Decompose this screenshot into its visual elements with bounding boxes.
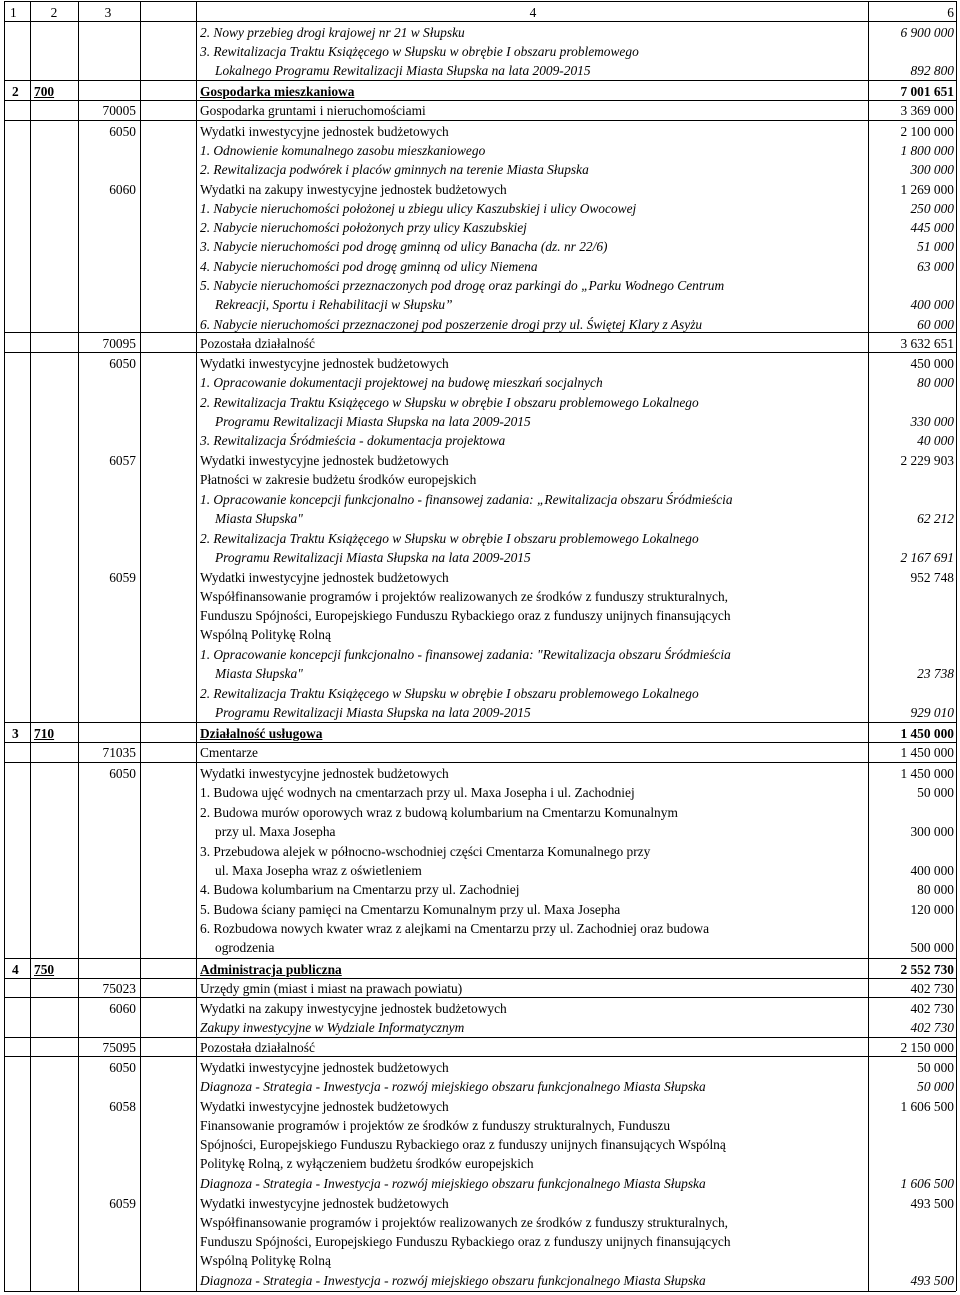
cell-rozdzial-paragraf: 6050 — [109, 124, 136, 139]
cell-description: Funduszu Spójności, Europejskiego Funduszu Rybackiego oraz z funduszy unijnych finansujących — [200, 608, 731, 623]
cell-description: Lokalnego Programu Rewitalizacji Miasta Słupska na lata 2009-2015 — [215, 63, 591, 78]
cell-amount: 1 269 000 — [900, 182, 954, 197]
col-border-left — [4, 1, 5, 1291]
cell-description: Finansowanie programów i projektów ze środków z funduszy strukturalnych, Funduszu — [200, 1118, 671, 1133]
cell-description: Gospodarka gruntami i nieruchomościami — [200, 103, 426, 118]
cell-amount: 2 100 000 — [900, 124, 954, 139]
cell-description: 2. Nowy przebieg drogi krajowej nr 21 w Słupsku — [200, 25, 465, 40]
cell-description: ogrodzenia — [215, 940, 275, 955]
cell-description: 4. Budowa kolumbarium na Cmentarzu przy ul. Zachodniej — [200, 882, 520, 897]
cell-description: Wydatki inwestycyjne jednostek budżetowych — [200, 1196, 449, 1211]
cell-amount: 60 000 — [917, 317, 954, 332]
rule-75023-6060 — [4, 997, 956, 998]
cell-rozdzial-paragraf: 6057 — [109, 453, 136, 468]
cell-description: Rekreacji, Sportu i Rehabilitacji w Słupsku” — [215, 297, 453, 312]
cell-section-number: 4 — [12, 962, 19, 977]
cell-amount: 402 730 — [910, 1001, 954, 1016]
col-border-5 — [196, 1, 197, 1291]
cell-description: 2. Rewitalizacja Traktu Książęcego w Słupsku w obrębie I obszaru problemowego Lokalnego — [200, 686, 699, 701]
cell-description: Programu Rewitalizacji Miasta Słupska na lata 2009-2015 — [215, 705, 531, 720]
cell-amount: 63 000 — [917, 259, 954, 274]
cell-rozdzial-paragraf: 70005 — [102, 103, 136, 118]
cell-description: 4. Nabycie nieruchomości pod drogę gminną od ulicy Niemena — [200, 259, 538, 274]
cell-amount: 1 450 000 — [900, 726, 954, 741]
cell-description: przy ul. Maxa Josepha — [215, 824, 336, 839]
cell-amount: 1 606 500 — [900, 1176, 954, 1191]
cell-amount: 2 229 903 — [900, 453, 954, 468]
col-border-3 — [78, 1, 79, 1291]
cell-amount: 50 000 — [917, 1060, 954, 1075]
cell-description: Urzędy gmin (miast i miast na prawach powiatu) — [200, 981, 463, 996]
cell-amount: 6 900 000 — [900, 25, 954, 40]
cell-amount: 402 730 — [910, 981, 954, 996]
cell-description: Wydatki inwestycyjne jednostek budżetowych — [200, 453, 449, 468]
cell-rozdzial-paragraf: 6050 — [109, 766, 136, 781]
cell-description: 1. Opracowanie koncepcji funkcjonalno - finansowej zadania: "Rewitalizacja obszaru Śródmieścia — [200, 647, 731, 662]
cell-amount: 7 001 651 — [900, 84, 954, 99]
cell-dzial: 2 — [50, 5, 58, 20]
cell-amount: 445 000 — [910, 220, 954, 235]
rule-70005 — [4, 100, 956, 101]
cell-description: Zakupy inwestycyjne w Wydziale Informatycznym — [200, 1020, 465, 1035]
cell-amount: 300 000 — [910, 162, 954, 177]
cell-description: Miasta Słupska" — [215, 511, 303, 526]
cell-description: Diagnoza - Strategia - Inwestycja - rozwój miejskiego obszaru funkcjonalnego Miasta Słupska — [200, 1273, 706, 1288]
rule-71035 — [4, 742, 956, 743]
cell-amount: 300 000 — [910, 824, 954, 839]
cell-rozdzial-paragraf: 75023 — [102, 981, 136, 996]
rule-75095-6050 — [4, 1056, 956, 1057]
cell-rozdzial-paragraf: 70095 — [102, 336, 136, 351]
cell-description: ul. Maxa Josepha wraz z oświetleniem — [215, 863, 422, 878]
cell-description: Współfinansowanie programów i projektów realizowanych ze środków z funduszy strukturalnych, — [200, 589, 729, 604]
rule-top — [4, 1, 956, 2]
cell-description: Wydatki inwestycyjne jednostek budżetowych — [200, 1060, 449, 1075]
cell-amount: 450 000 — [910, 356, 954, 371]
cell-amount: 400 000 — [910, 297, 954, 312]
cell-description: 3. Rewitalizacja Traktu Książęcego w Słupsku w obrębie I obszaru problemowego — [200, 44, 639, 59]
rule-bottom — [4, 1291, 956, 1292]
cell-section-number: 1 — [10, 5, 17, 20]
cell-description: 5. Nabycie nieruchomości przeznaczonych pod drogę oraz parkingi do „Parku Wodnego Centrum — [200, 278, 725, 293]
cell-amount: 40 000 — [917, 433, 954, 448]
cell-description: Programu Rewitalizacji Miasta Słupska na lata 2009-2015 — [215, 550, 531, 565]
cell-rozdzial-paragraf: 75095 — [102, 1040, 136, 1055]
cell-description: Płatności w zakresie budżetu środków europejskich — [200, 472, 477, 487]
cell-description: Gospodarka mieszkaniowa — [200, 84, 355, 99]
cell-amount: 23 738 — [917, 666, 954, 681]
cell-description: 4 — [529, 5, 537, 20]
budget-table — [4, 1, 956, 1293]
cell-description: Funduszu Spójności, Europejskiego Funduszu Rybackiego oraz z funduszy unijnych finansujących — [200, 1234, 731, 1249]
cell-description: 1. Budowa ujęć wodnych na cmentarzach przy ul. Maxa Josepha i ul. Zachodniej — [200, 785, 635, 800]
cell-description: Działalność usługowa — [200, 726, 323, 741]
col-border-right — [956, 1, 957, 1291]
cell-amount: 500 000 — [910, 940, 954, 955]
cell-description: 3. Rewitalizacja Śródmieścia - dokumentacja projektowa — [200, 433, 506, 448]
cell-rozdzial-paragraf: 6050 — [109, 1060, 136, 1075]
cell-amount: 2 167 691 — [900, 550, 954, 565]
cell-description: Politykę Rolną, z wyłączeniem budżetu środków europejskich — [200, 1156, 534, 1171]
rule-section-750 — [4, 958, 956, 959]
cell-description: 2. Budowa murów oporowych wraz z budową kolumbarium na Cmentarzu Komunalnym — [200, 805, 678, 820]
cell-description: 1. Opracowanie koncepcji funkcjonalno - finansowej zadania: „Rewitalizacja obszaru Śródmieścia — [200, 492, 733, 507]
cell-amount: 50 000 — [917, 785, 954, 800]
cell-description: Programu Rewitalizacji Miasta Słupska na lata 2009-2015 — [215, 414, 531, 429]
cell-section-number: 2 — [12, 84, 19, 99]
cell-amount: 80 000 — [917, 375, 954, 390]
cell-description: Wspólną Politykę Rolną — [200, 627, 331, 642]
cell-amount: 51 000 — [917, 239, 954, 254]
cell-dzial: 700 — [34, 84, 55, 99]
cell-rozdzial-paragraf: 6058 — [109, 1099, 136, 1114]
cell-dzial: 750 — [34, 962, 55, 977]
cell-rozdzial-paragraf: 3 — [104, 5, 112, 20]
cell-rozdzial-paragraf: 6060 — [109, 1001, 136, 1016]
col-border-2 — [30, 1, 31, 1291]
cell-amount: 2 552 730 — [900, 962, 954, 977]
cell-description: Wydatki na zakupy inwestycyjne jednostek budżetowych — [200, 1001, 507, 1016]
cell-amount: 1 450 000 — [900, 745, 954, 760]
rule-section-700 — [4, 80, 956, 81]
cell-description: Cmentarze — [200, 745, 258, 760]
cell-description: 2. Rewitalizacja Traktu Książęcego w Słupsku w obrębie I obszaru problemowego Lokalnego — [200, 395, 699, 410]
cell-amount: 892 800 — [910, 63, 954, 78]
cell-amount: 493 500 — [910, 1273, 954, 1288]
cell-amount: 2 150 000 — [900, 1040, 954, 1055]
cell-description: 1. Nabycie nieruchomości położonej u zbiegu ulicy Kaszubskiej i ulicy Owocowej — [200, 201, 637, 216]
cell-description: Administracja publiczna — [200, 962, 342, 977]
cell-amount: 250 000 — [910, 201, 954, 216]
cell-amount: 50 000 — [917, 1079, 954, 1094]
cell-amount: 120 000 — [910, 902, 954, 917]
cell-description: Miasta Słupska" — [215, 666, 303, 681]
cell-amount: 3 632 651 — [900, 336, 954, 351]
rule-70095-6050 — [4, 352, 956, 353]
cell-description: Wydatki inwestycyjne jednostek budżetowych — [200, 356, 449, 371]
cell-description: Współfinansowanie programów i projektów realizowanych ze środków z funduszy strukturalnych, — [200, 1215, 729, 1230]
cell-description: Diagnoza - Strategia - Inwestycja - rozwój miejskiego obszaru funkcjonalnego Miasta Słupska — [200, 1079, 706, 1094]
cell-amount: 493 500 — [910, 1196, 954, 1211]
cell-description: Pozostała działalność — [200, 336, 315, 351]
cell-amount: 1 450 000 — [900, 766, 954, 781]
cell-amount: 6 — [947, 5, 954, 20]
rule-71035-6050 — [4, 762, 956, 763]
col-border-4 — [140, 1, 141, 1291]
cell-description: 5. Budowa ściany pamięci na Cmentarzu Komunalnym przy ul. Maxa Josepha — [200, 902, 621, 917]
cell-description: Wydatki inwestycyjne jednostek budżetowych — [200, 124, 449, 139]
cell-description: Wydatki inwestycyjne jednostek budżetowych — [200, 570, 449, 585]
cell-description: 3. Nabycie nieruchomości pod drogę gminną od ulicy Banacha (dz. nr 22/6) — [200, 239, 608, 254]
cell-rozdzial-paragraf: 6059 — [109, 570, 136, 585]
cell-dzial: 710 — [34, 726, 55, 741]
cell-amount: 400 000 — [910, 863, 954, 878]
rule-75095 — [4, 1037, 956, 1038]
cell-amount: 402 730 — [910, 1020, 954, 1035]
cell-description: Diagnoza - Strategia - Inwestycja - rozwój miejskiego obszaru funkcjonalnego Miasta Słupska — [200, 1176, 706, 1191]
cell-rozdzial-paragraf: 6059 — [109, 1196, 136, 1211]
rule-70005-6050 — [4, 120, 956, 121]
cell-description: 6. Rozbudowa nowych kwater wraz z alejkami na Cmentarzu przy ul. Zachodniej oraz budowa — [200, 921, 710, 936]
cell-description: Wydatki inwestycyjne jednostek budżetowych — [200, 1099, 449, 1114]
cell-amount: 1 606 500 — [900, 1099, 954, 1114]
cell-section-number: 3 — [12, 726, 19, 741]
cell-amount: 952 748 — [910, 570, 954, 585]
cell-amount: 330 000 — [910, 414, 954, 429]
cell-description: Wydatki inwestycyjne jednostek budżetowych — [200, 766, 449, 781]
cell-description: 2. Nabycie nieruchomości położonych przy ulicy Kaszubskiej — [200, 220, 527, 235]
cell-amount: 3 369 000 — [900, 103, 954, 118]
cell-description: Spójności, Europejskiego Funduszu Rybackiego oraz z funduszy unijnych finansujących Wspólną — [200, 1137, 726, 1152]
cell-amount: 80 000 — [917, 882, 954, 897]
cell-description: Wspólną Politykę Rolną — [200, 1253, 331, 1268]
cell-rozdzial-paragraf: 6060 — [109, 182, 136, 197]
cell-description: 2. Rewitalizacja Traktu Książęcego w Słupsku w obrębie I obszaru problemowego Lokalnego — [200, 531, 699, 546]
cell-description: 2. Rewitalizacja podwórek i placów gminnych na terenie Miasta Słupska — [200, 162, 589, 177]
rule-section-710 — [4, 722, 956, 723]
cell-rozdzial-paragraf: 71035 — [102, 745, 136, 760]
cell-description: Pozostała działalność — [200, 1040, 315, 1055]
cell-rozdzial-paragraf: 6050 — [109, 356, 136, 371]
cell-description: 1. Odnowienie komunalnego zasobu mieszkaniowego — [200, 143, 486, 158]
cell-description: Wydatki na zakupy inwestycyjne jednostek budżetowych — [200, 182, 507, 197]
cell-description: 1. Opracowanie dokumentacji projektowej na budowę mieszkań socjalnych — [200, 375, 603, 390]
cell-description: 3. Przebudowa alejek w północno-wschodniej części Cmentarza Komunalnego przy — [200, 844, 651, 859]
cell-description: 6. Nabycie nieruchomości przeznaczonej pod poszerzenie drogi przy ul. Świętej Klary z Asyżu — [200, 317, 703, 332]
cell-amount: 929 010 — [910, 705, 954, 720]
cell-amount: 1 800 000 — [900, 143, 954, 158]
rule-75023 — [4, 978, 956, 979]
cell-amount: 62 212 — [917, 511, 954, 526]
